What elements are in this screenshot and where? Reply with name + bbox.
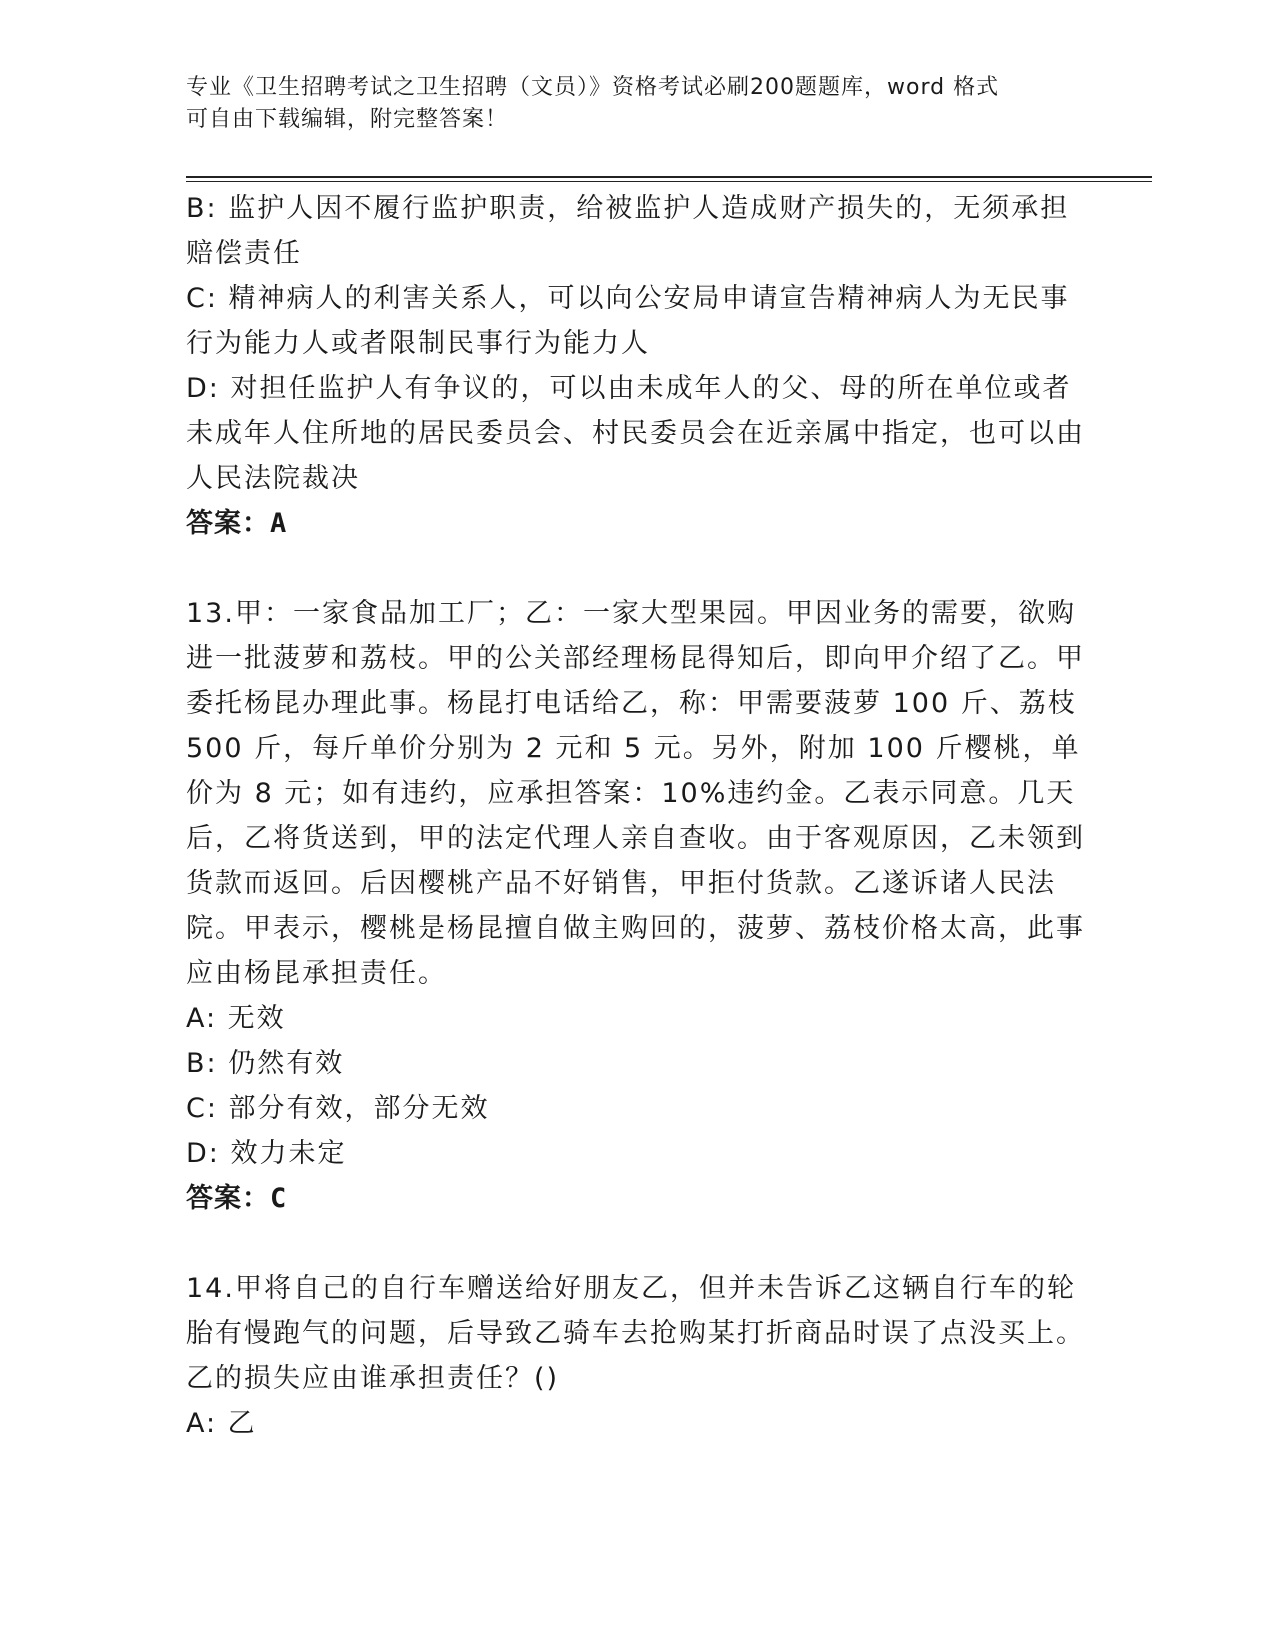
q14-option-a: A: 乙: [186, 1408, 257, 1439]
q13-answer: 答案：C: [186, 1183, 288, 1214]
q13-stem: 13.甲：一家食品加工厂；乙：一家大型果园。甲因业务的需要，欲购进一批菠萝和荔枝。甲的公关部经理杨昆得知后，即向甲介绍了乙。甲委托杨昆办理此事。杨昆打电话给乙，称：甲需要菠萝 100 斤、荔枝 500 斤，每斤单价分别为 2 元和 5 元。另外，附加 100 斤樱桃，单价为 8 元；如有违约，应承担答案：10%违约金。乙表示同意。几天后，乙将货送到，甲的法定代理人亲自查收。由于客观原因，乙未领到货款而返回。后因樱桃产品不好销售，甲拒付货款。乙遂诉诸人民法院。甲表示，樱桃是杨昆擅自做主购回的，菠萝、荔枝价格太高，此事应由杨昆承担责任。: [186, 598, 1085, 989]
spacer: [186, 546, 1086, 591]
q13-option-c: C: 部分有效，部分无效: [186, 1093, 490, 1124]
q13-option-b: B: 仍然有效: [186, 1048, 345, 1079]
header-line-1: 专业《卫生招聘考试之卫生招聘（文员）》资格考试必刷200题题库，word 格式: [186, 75, 1000, 100]
q13-option-d: D: 效力未定: [186, 1138, 347, 1169]
q12-option-c: C: 精神病人的利害关系人，可以向公安局申请宣告精神病人为无民事行为能力人或者限制民事行为能力人: [186, 283, 1070, 359]
q12-answer: 答案：A: [186, 508, 288, 539]
document-header: [186, 72, 1086, 136]
header-divider: [186, 176, 1152, 182]
header-line-2: 可自由下载编辑，附完整答案！: [186, 107, 509, 132]
q13-option-a: A: 无效: [186, 1003, 286, 1034]
q14-stem: 14.甲将自己的自行车赠送给好朋友乙，但并未告诉乙这辆自行车的轮胎有慢跑气的问题，后导致乙骑车去抢购某打折商品时误了点没买上。乙的损失应由谁承担责任？(): [186, 1273, 1085, 1394]
q12-option-d: D: 对担任监护人有争议的，可以由未成年人的父、母的所在单位或者未成年人住所地的居民委员会、村民委员会在近亲属中指定，也可以由人民法院裁决: [186, 373, 1085, 494]
q12-option-b: B: 监护人因不履行监护职责，给被监护人造成财产损失的，无须承担赔偿责任: [186, 193, 1070, 269]
spacer: [186, 1221, 1086, 1266]
document-body: [186, 186, 1086, 1446]
